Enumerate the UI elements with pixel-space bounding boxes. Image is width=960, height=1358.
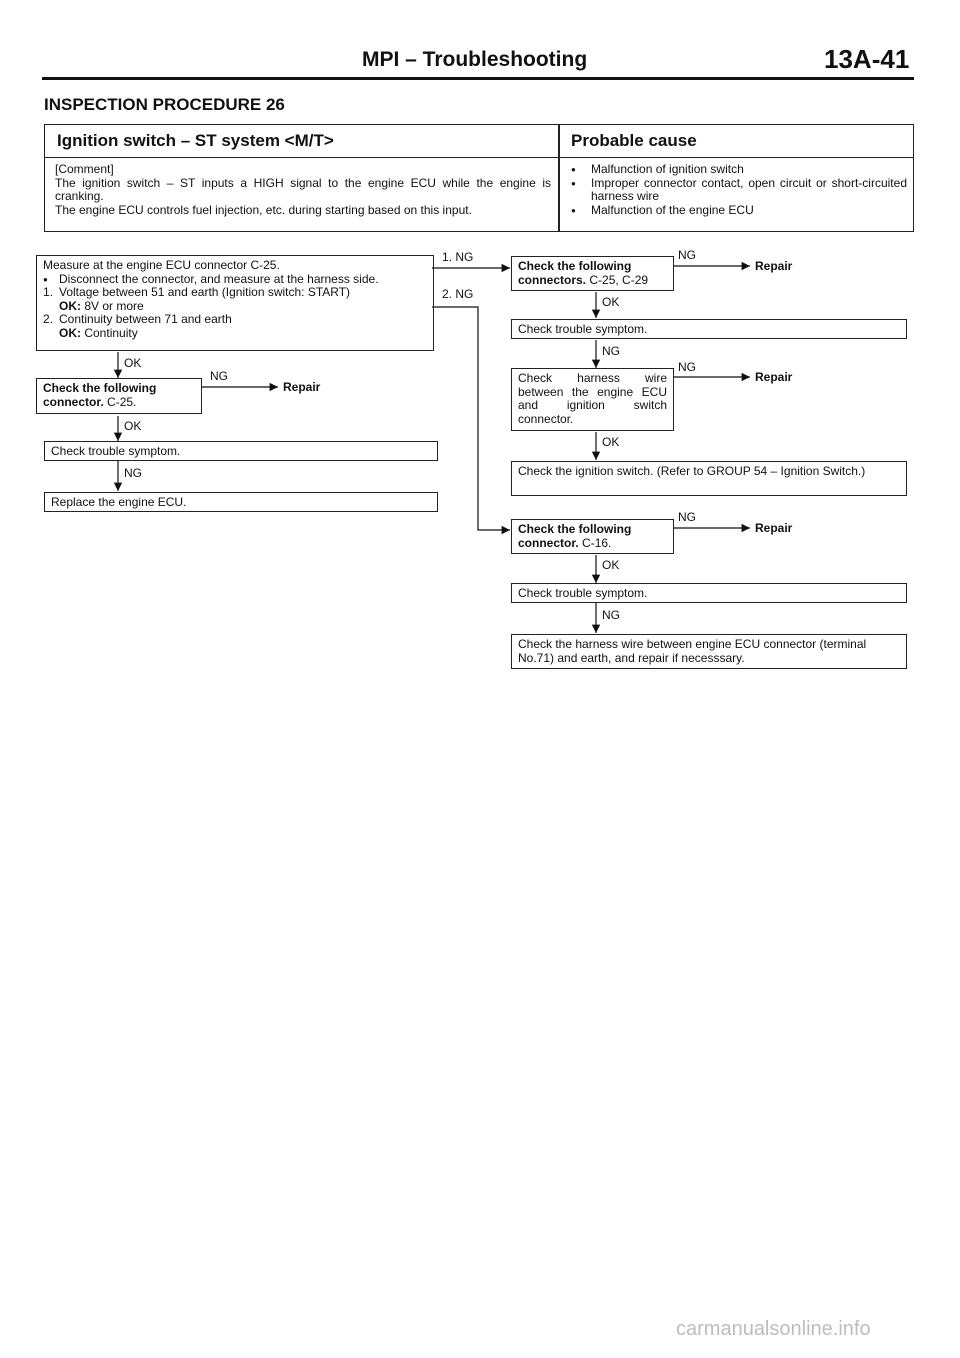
label-ok: OK [602,435,620,449]
label-ng: NG [124,466,142,480]
measure-item-2 [43,313,427,340]
check-connector-bold: Check the following connector. [518,522,632,550]
label-ng: NG [602,344,620,358]
check-symptom-text: Check trouble symptom. [518,586,648,600]
measure-box [36,255,434,351]
item-number: 1. [43,285,54,299]
check-symptom-text: Check trouble symptom. [518,322,648,336]
page-number: 13A-41 [824,44,910,74]
procedure-title: INSPECTION PROCEDURE 26 [44,95,285,114]
check-symptom-right-1-box [511,319,907,339]
check-connector-value: C-25. [107,394,137,409]
repair-label: Repair [755,521,793,535]
comment-line-1: The ignition switch – ST inputs a HIGH signal to the engine ECU while the engine is cranking. [55,175,551,203]
cause-item: ● Improper connector contact, open circuit or short-circuited harness wire [571,177,907,204]
measure-bullet-row [43,273,427,287]
check-ignition-switch-text: Check the ignition switch. (Refer to GROUP 54 – Ignition Switch.) [518,464,866,478]
check-harness-box [511,368,674,431]
bullet-icon: ● [43,274,48,284]
ok-label: OK: [59,325,81,340]
cause-heading: Probable cause [571,131,697,150]
ok-label: OK: [59,298,81,313]
label-ng: NG [678,248,696,262]
measure-title: Measure at the engine ECU connector C-25. [43,258,280,272]
label-ok: OK [602,558,620,572]
check-connectors-bold: Check the following connectors. [518,259,632,287]
measure-bullet: Disconnect the connector, and measure at the harness side. [59,271,379,286]
check-symptom-right-2-box [511,583,907,603]
check-connectors-c25-c29-box [511,256,674,291]
item-number: 2. [43,312,54,326]
ok-value: 8V or more [84,298,144,313]
check-connectors-value: C-25, C-29 [589,272,649,287]
measure-item-1-text: Voltage between 51 and earth (Ignition switch: START) [59,285,351,299]
check-ignition-switch-box [511,461,907,496]
label-ng: NG [678,360,696,374]
check-harness-text: Check harness wire between the engine ECU and ignition switch connector. [518,371,667,426]
check-harness-final-text: Check the harness wire between engine ECU connector (terminal No.71) and earth, and repair if necesssary. [518,637,867,665]
label-ng: NG [210,369,228,383]
measure-item-2-text: Continuity between 71 and earth [59,312,232,326]
header-title: MPI – Troubleshooting [362,48,588,71]
ok-value: Continuity [84,325,138,340]
check-harness-final-box [511,634,907,669]
symptom-heading: Ignition switch – ST system <M/T> [57,131,334,150]
check-symptom-text: Check trouble symptom. [51,444,181,458]
arrow-2ng [432,307,510,530]
label-ok: OK [602,295,620,309]
label-ng: NG [602,608,620,622]
label-2ng: 2. NG [442,287,474,301]
check-symptom-left-box [44,441,438,461]
label-ok: OK [124,419,142,433]
check-connector-value: C-16. [582,535,612,550]
cause-item: ● Malfunction of the engine ECU [571,204,907,218]
replace-ecu-box [44,492,438,512]
check-connector-c25-box [36,378,202,414]
repair-label: Repair [283,380,321,394]
comment-line-2: The engine ECU controls fuel injection, etc. during starting based on this input. [55,202,472,217]
label-ok: OK [124,356,142,370]
repair-label: Repair [755,370,793,384]
comment-label: [Comment] [55,162,114,176]
watermark: carmanualsonline.info [676,1318,871,1340]
cause-item: ● Malfunction of ignition switch [571,163,907,177]
check-connector-c16-box [511,519,674,554]
label-1ng: 1. NG [442,250,474,264]
replace-ecu-text: Replace the engine ECU. [51,495,187,509]
repair-label: Repair [755,259,793,273]
check-connector-bold: Check the following connector. [43,381,157,409]
label-ng: NG [678,510,696,524]
measure-item-1 [43,286,427,313]
